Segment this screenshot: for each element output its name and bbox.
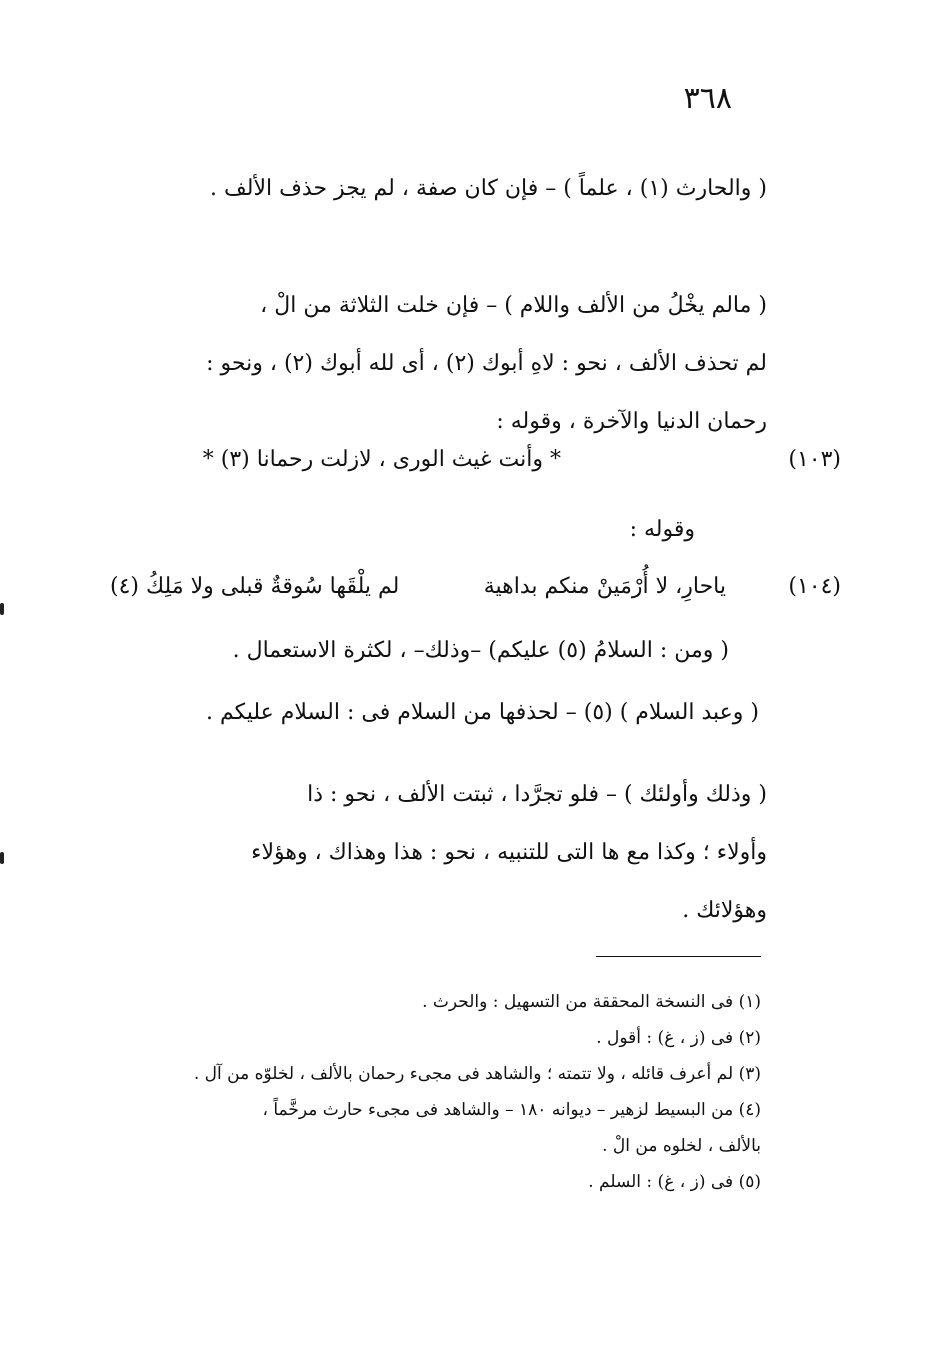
paragraph-harith-text: ( والحارث (١) ، علماً ) – فإن كان صفة ، لم يجز حذف الألف . (210, 176, 767, 201)
footnotes (118, 984, 761, 1200)
paragraph-dhalik-line-1: ( وذلك وأولئك ) – فلو تجرَّدا ، ثبتت الألف ، نحو : ذا (307, 782, 767, 807)
paragraph-malam-line-2: لم تحذف الألف ، نحو : لاهِ أبوك (٢) ، أى لله أبوك (٢) ، ونحو : (206, 351, 767, 376)
paragraph-dhalik-line-3: وهؤلائك . (682, 898, 767, 923)
footnote-2: (٢) فى (ز ، غ) : أقول . (596, 1028, 761, 1048)
footnote-5: (٥) فى (ز ، غ) : السلم . (588, 1172, 761, 1192)
footnote-1: (١) فى النسخة المحققة من التسهيل : والحرث . (422, 992, 761, 1012)
page-number: ٣٦٨ (683, 81, 732, 116)
paragraph-salam: ( ومن : السلامُ (٥) عليكم) –وذلك– ، لكثرة الاستعمال . (232, 638, 729, 663)
footnote-4-continuation: بالألف ، لخلوه من الْ . (602, 1136, 761, 1156)
scan-mark (0, 603, 4, 615)
verse-text-103: * وأنت غيث الورى ، لازلت رحمانا (٣) * (202, 447, 561, 472)
paragraph-malam-line-3: رحمان الدنيا والآخرة ، وقوله : (496, 409, 767, 434)
verse-number-104: (١٠٤) (788, 574, 841, 599)
scan-mark (0, 852, 4, 864)
paragraph-dhalik-line-2: وأولاء ؛ وكذا مع ها التى للتنبيه ، نحو : هذا وهذاك ، وهؤلاء (251, 840, 767, 865)
verse-104-second-hemistich: لم يلْقَها سُوقةٌ قبلى ولا مَلِكُ (٤) (110, 574, 400, 599)
verse-103 (110, 447, 841, 487)
verse-104 (110, 574, 841, 614)
paragraph-malam (122, 277, 767, 451)
verse-number-103: (١٠٣) (788, 447, 841, 472)
footnote-separator (596, 956, 761, 957)
paragraph-harith (122, 160, 767, 218)
verse-104-first-hemistich: ياحارِ، لا أُرْمَينْ منكم بداهية (483, 574, 726, 599)
paragraph-abd-al-salam: ( وعبد السلام ) (٥) – لحذفها من السلام فى : السلام عليكم . (205, 700, 759, 725)
paragraph-dhalik (122, 766, 767, 940)
footnote-4: (٤) من البسيط لزهير – ديوانه ١٨٠ – والشاهد فى مجىء حارث مرخَّماً ، (262, 1100, 761, 1120)
paragraph-malam-line-1: ( مالم يخْلُ من الألف واللام ) – فإن خلت الثلاثة من الْ ، (260, 293, 767, 318)
footnote-3: (٣) لم أعرف قائله ، ولا تتمته ؛ والشاهد فى مجىء رحمان بالألف ، لخلوّه من آل . (193, 1064, 761, 1084)
verse-104-introduction: وقوله : (629, 517, 695, 542)
